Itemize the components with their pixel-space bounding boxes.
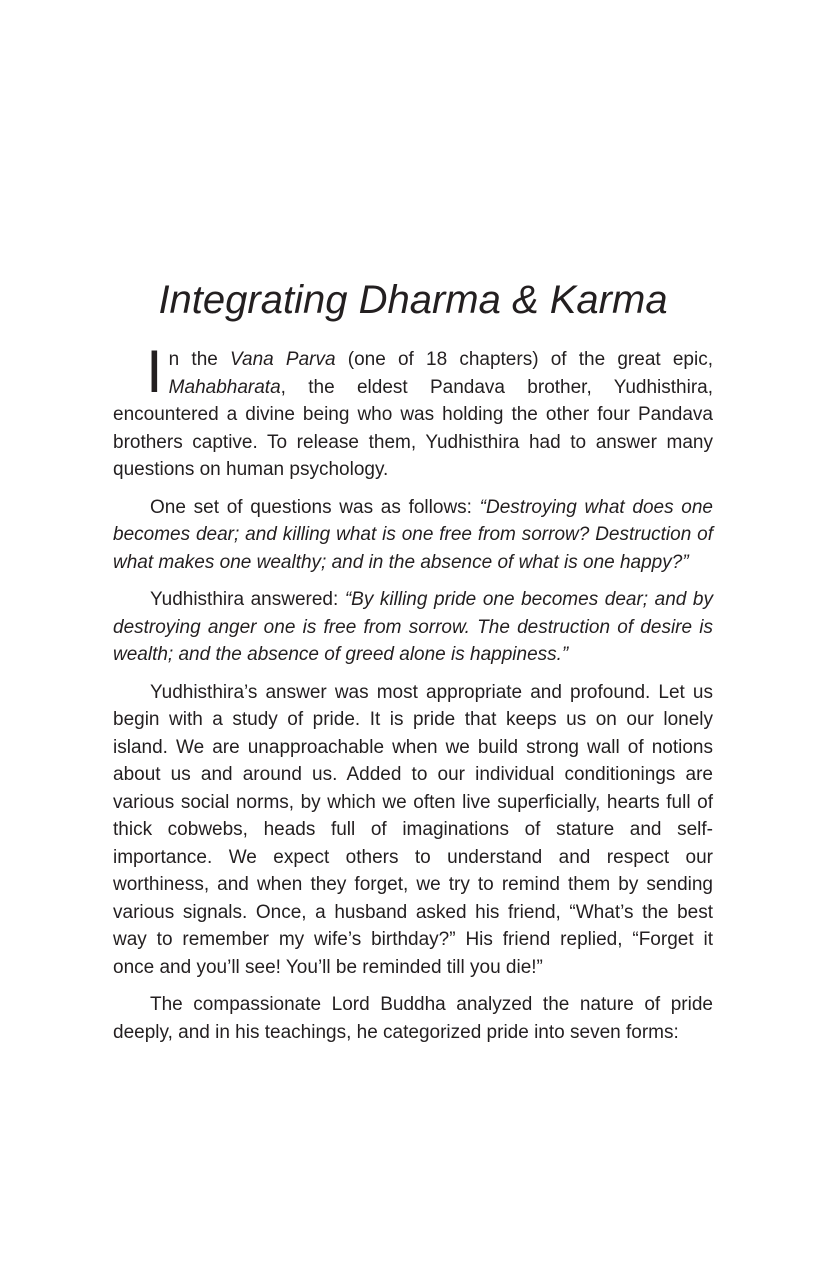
drop-cap: I xyxy=(146,338,163,405)
paragraph-2-text: One set of questions was as follows: xyxy=(150,496,480,518)
paragraph-1-italic-mahabharata: Mahabharata xyxy=(168,376,281,398)
paragraph-1-text-c: , the eldest Pandava brother, Yudhisthira, encountered a divine being who was holding the other four Pandava brothers captive. To release them, Yudhisthira had to answer many questions on human psychology. xyxy=(113,376,713,480)
paragraph-1-text-b: (one of 18 chapters) of the great epic, xyxy=(335,349,713,370)
paragraph-2-quote: “Destroying what does one becomes dear; and killing what is one free from sorrow? Destruction of what makes one wealthy; and in the absence of what is one happy?” xyxy=(113,496,713,573)
paragraph-1-text-a: n the xyxy=(168,349,231,370)
paragraph-3-quote: “By killing pride one becomes dear; and by destroying anger one is free from sorrow. The destruction of desire is wealth; and the absence of greed alone is happiness.” xyxy=(113,589,713,665)
paragraph-1-italic-vana-parva: Vana Parva xyxy=(230,349,336,370)
chapter-body xyxy=(113,338,713,1056)
paragraph-5: The compassionate Lord Buddha analyzed the nature of pride deeply, and in his teachings, he categorized pride into seven forms: xyxy=(113,994,713,1043)
paragraph-3-text: Yudhisthira answered: xyxy=(150,589,345,610)
paragraph-2 xyxy=(113,494,713,577)
chapter-title: Integrating Dharma & Karma xyxy=(158,278,668,322)
paragraph-4: Yudhisthira’s answer was most appropriate and profound. Let us begin with a study of pride. It is pride that keeps us on our lonely island. We are unapproachable when we build strong wall of notions about us and around us. Added to our individual conditionings are various social norms, by which we often live superficially, hearts full of thick cobwebs, heads full of imaginations of stature and self-importance. We expect others to understand and respect our worthiness, and when they forget, we try to remind them by sending various signals. Once, a husband asked his friend, “What’s the best way to remember my wife’s birthday?” His friend replied, “Forget it once and you’ll see! You’ll be reminded till you die!” xyxy=(113,681,713,978)
paragraph-3 xyxy=(113,586,713,669)
paragraph-1 xyxy=(113,338,713,484)
